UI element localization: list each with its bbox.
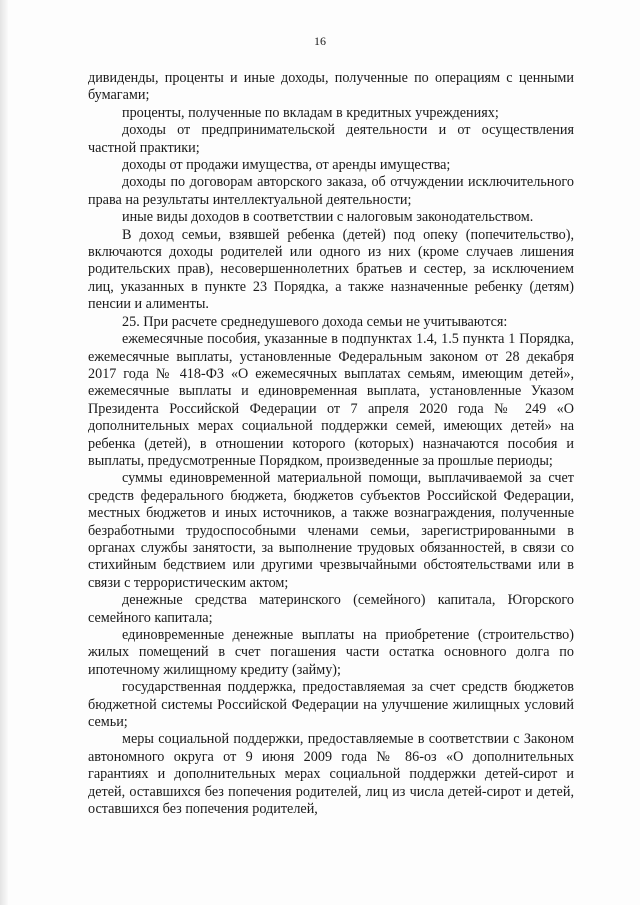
document-body (88, 70, 574, 818)
page-number: 16 (314, 34, 326, 48)
paragraph-business-income: доходы от предпринимательской деятельности и от осуществления частной практики; (88, 122, 574, 156)
paragraph-other-income: иные виды доходов в соответствии с налоговым законодательством. (122, 209, 534, 226)
paragraph-maternity-capital: денежные средства материнского (семейного) капитала, Югорского семейного капитала; (88, 592, 574, 626)
paragraph-guardianship-income: В доход семьи, взявшей ребенка (детей) под опеку (попечительство), включаются доходы родителей или одного из них (кроме случаев лишения родительских прав), несовершеннолетних братьев и сестер, за исключением лиц, указанных в пункте 23 Порядка, а также назначенные ребенку (детям) пенсии и алименты. (88, 226, 574, 313)
paragraph-one-time-aid: суммы единовременной материальной помощи, выплачиваемой за счет средств федерального бюджета, бюджетов субъектов Российской Федерации, местных бюджетов и иных источников, а также вознаграждения, полученные безработными трудоспособными членами семьи, зарегистрированными в органах службы занятости, за выполнение трудовых обязанностей, в связи со стихийным бедствием или другими чрезвычайными обстоятельствами или в связи с террористическим актом; (88, 470, 574, 591)
paragraph-state-support: государственная поддержка, предоставляемая за счет средств бюджетов бюджетной системы Российской Федерации на улучшение жилищных условий семьи; (88, 679, 574, 731)
scan-edge-shadow (0, 0, 8, 905)
paragraph-author-contracts: доходы по договорам авторского заказа, об отчуждении исключительного права на результаты интеллектуальной деятельности; (88, 174, 574, 208)
paragraph-housing-payments: единовременные денежные выплаты на приобретение (строительство) жилых помещений в счет погашения части остатка основного долга по ипотечному жилищному кредиту (займу); (88, 627, 574, 678)
paragraph-social-support-measures: меры социальной поддержки, предоставляемые в соответствии с Законом автономного округа от 9 июня 2009 года № 86-оз «О дополнительных гарантиях и дополнительных мерах социальной поддержки детей-сирот и детей, оставшихся без попечения родителей, лиц из числа детей-сирот и детей, оставшихся без попечения родителей, (88, 731, 574, 818)
paragraph-clause-25: 25. При расчете среднедушевого дохода семьи не учитываются: (122, 313, 508, 330)
paragraph-dividends: дивиденды, проценты и иные доходы, полученные по операциям с ценными бумагами; (88, 70, 574, 104)
paragraph-property-sale: доходы от продажи имущества, от аренды имущества; (122, 157, 451, 174)
paragraph-deposit-interest: проценты, полученные по вкладам в кредитных учреждениях; (122, 104, 499, 121)
paragraph-monthly-allowances: ежемесячные пособия, указанные в подпунктах 1.4, 1.5 пункта 1 Порядка, ежемесячные выплаты, установленные Федеральным законом от 28 декабря 2017 года № 418-ФЗ «О ежемесячных выплатах семьям, имеющим детей», ежемесячные выплаты и единовременная выплата, установленные Указом Президента Российской Федерации от 7 апреля 2020 года № 249 «О дополнительных мерах социальной поддержки семей, имеющих детей» на ребенка (детей), в отношении которого (которых) назначаются пособия и выплаты, предусмотренные Порядком, произведенные за прошлые периоды; (88, 331, 574, 469)
